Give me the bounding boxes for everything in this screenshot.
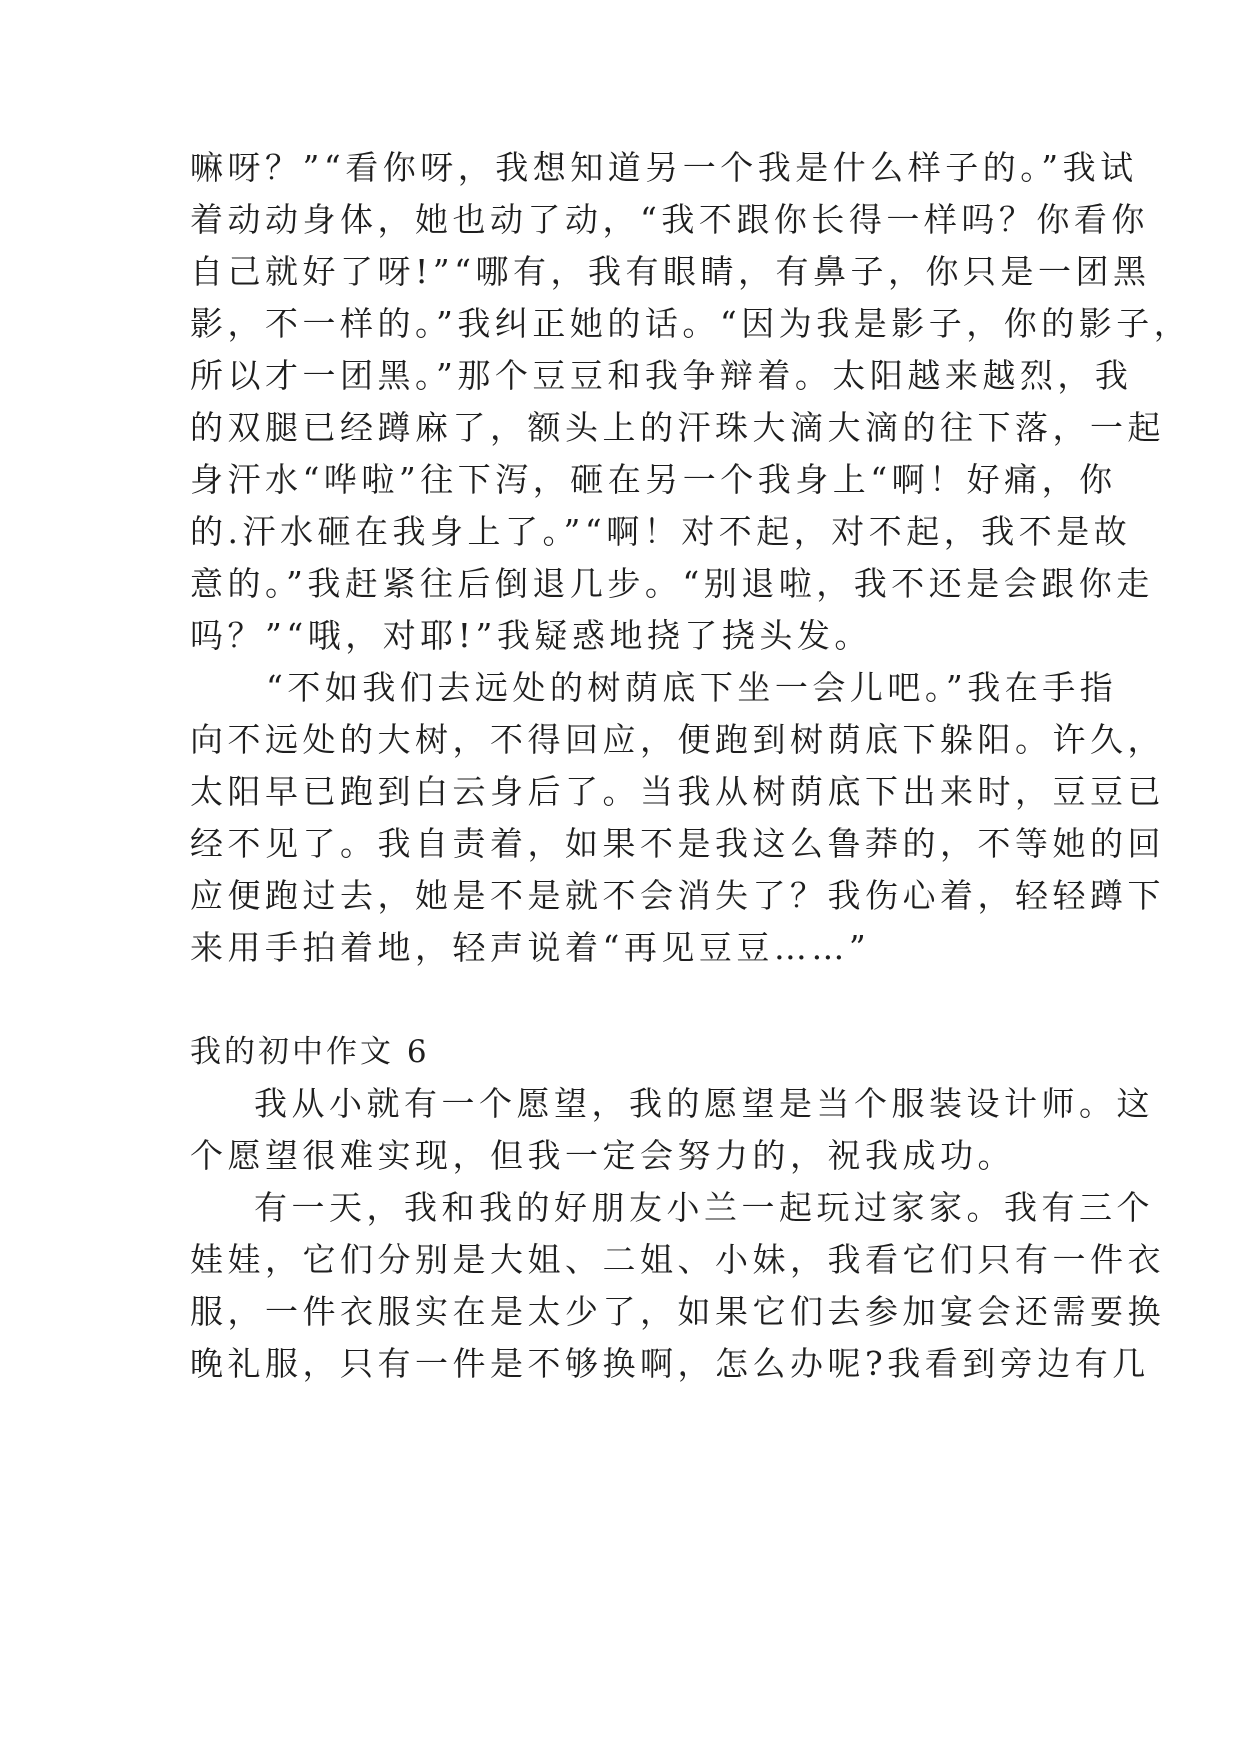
text-line: 身汗水“哗啦”往下泻，砸在另一个我身上“啊！好痛，你 <box>190 460 1117 499</box>
text-line: 影，不一样的。”我纠正她的话。“因为我是影子，你的影子， <box>190 304 1192 343</box>
text-line: 服，一件衣服实在是太少了，如果它们去参加宴会还需要换 <box>190 1292 1165 1331</box>
text-line: 来用手拍着地，轻声说着“再见豆豆……” <box>190 928 871 967</box>
text-line: 太阳早已跑到白云身后了。当我从树荫底下出来时，豆豆已 <box>190 772 1165 811</box>
text-line: 自己就好了呀!”“哪有，我有眼睛，有鼻子，你只是一团黑 <box>190 252 1151 291</box>
text-line: 晚礼服，只有一件是不够换啊，怎么办呢?我看到旁边有几 <box>190 1344 1150 1383</box>
text-line: 的双腿已经蹲麻了，额头上的汗珠大滴大滴的往下落，一起 <box>190 408 1165 447</box>
text-line: 意的。”我赶紧往后倒退几步。“别退啦，我不还是会跟你走 <box>190 564 1154 603</box>
text-line: “不如我们去远处的树荫底下坐一会儿吧。”我在手指 <box>266 668 1118 707</box>
text-line: 个愿望很难实现，但我一定会努力的，祝我成功。 <box>190 1136 1015 1175</box>
text-line: 有一天，我和我的好朋友小兰一起玩过家家。我有三个 <box>254 1188 1154 1227</box>
section-title: 我的初中作文 6 <box>190 1034 430 1070</box>
text-line: 经不见了。我自责着，如果不是我这么鲁莽的，不等她的回 <box>190 824 1165 863</box>
text-line: 娃娃，它们分别是大姐、二姐、小妹，我看它们只有一件衣 <box>190 1240 1165 1279</box>
text-line: 嘛呀？”“看你呀，我想知道另一个我是什么样子的。”我试 <box>190 148 1138 187</box>
text-line: 我从小就有一个愿望，我的愿望是当个服装设计师。这 <box>254 1084 1154 1123</box>
text-line: 向不远处的大树，不得回应，便跑到树荫底下躲阳。许久， <box>190 720 1165 759</box>
text-line: 吗？”“哦，对耶!”我疑惑地挠了挠头发。 <box>190 616 872 655</box>
text-line: 所以才一团黑。”那个豆豆和我争辩着。太阳越来越烈，我 <box>190 356 1133 395</box>
text-line: 的.汗水砸在我身上了。”“啊！对不起，对不起，我不是故 <box>190 512 1132 551</box>
text-line: 应便跑过去，她是不是就不会消失了？我伤心着，轻轻蹲下 <box>190 876 1165 915</box>
text-line: 着动动身体，她也动了动，“我不跟你长得一样吗？你看你 <box>190 200 1149 239</box>
